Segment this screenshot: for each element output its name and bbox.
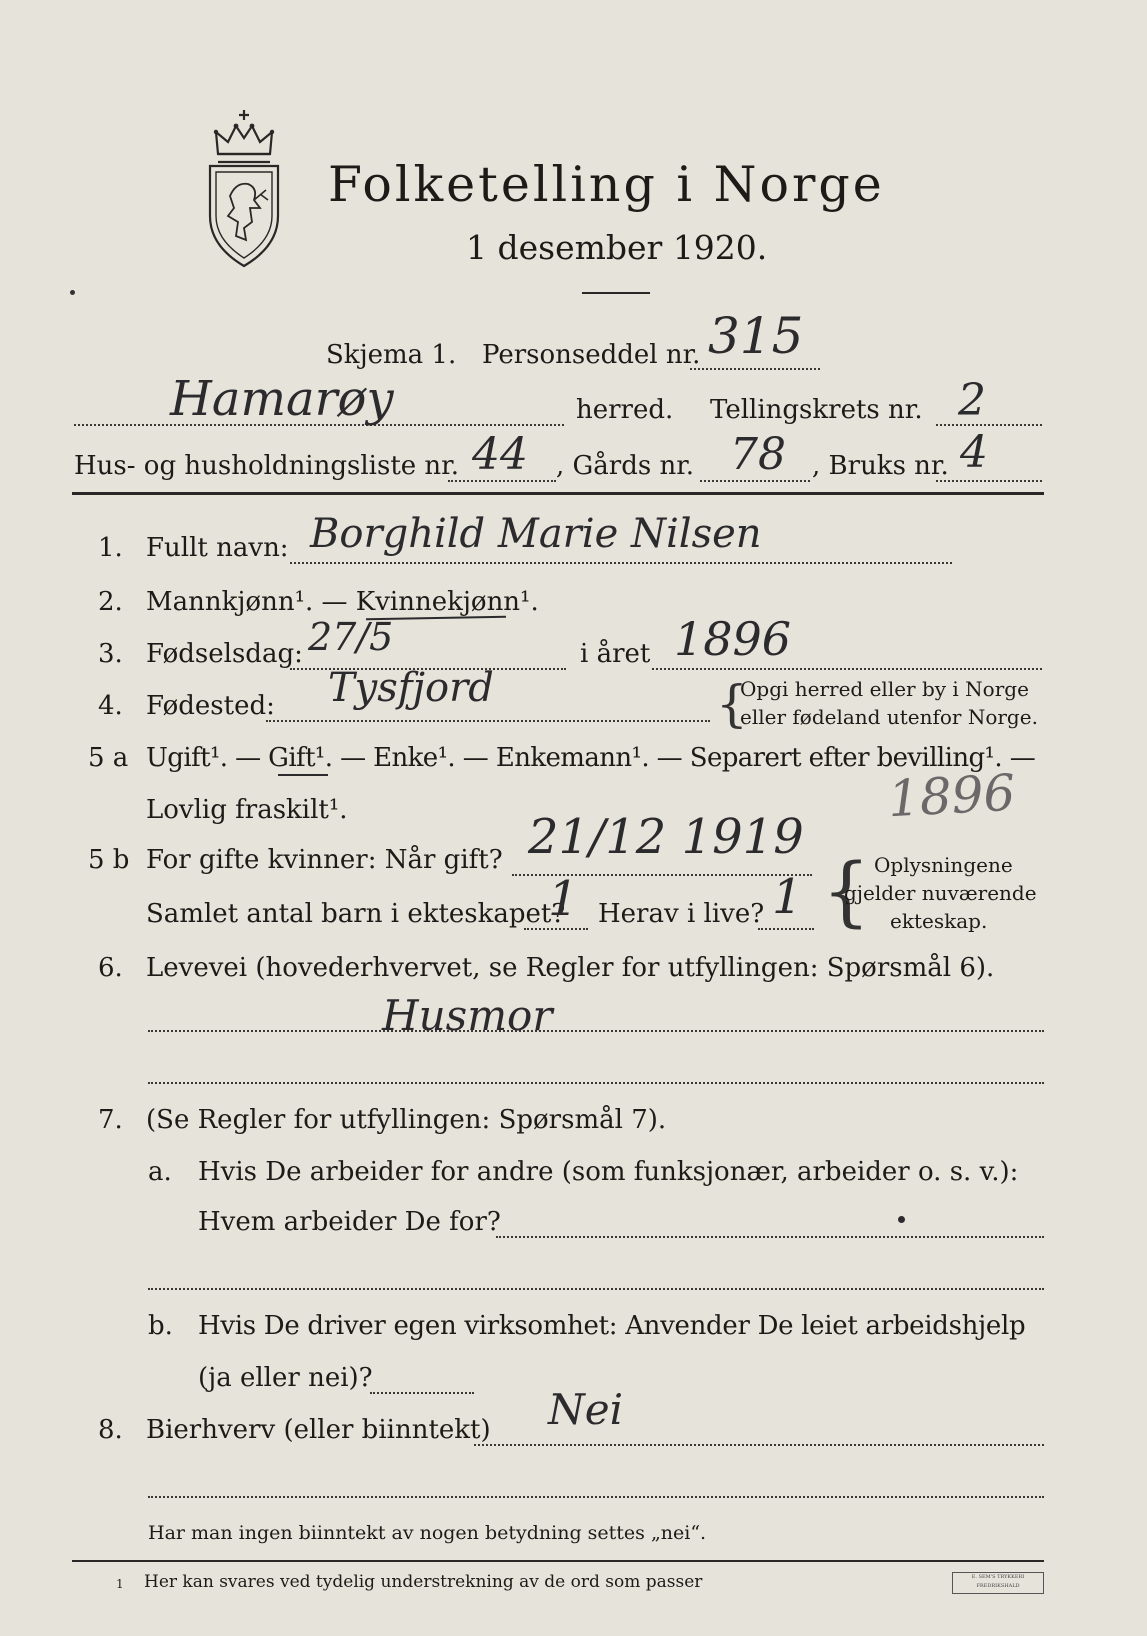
q5a-gift-underline [278,774,328,776]
schema-label: Skjema 1. [326,340,457,370]
q3-year-value[interactable]: 1896 [674,612,792,666]
census-date: 1 desember 1920. [466,228,768,267]
q1-line [290,562,952,564]
q7a-employer-label: Hvem arbeider De for? [198,1207,501,1237]
bruks-value[interactable]: 4 [960,427,988,478]
q4-label: Fødested: [146,691,275,721]
q8-line [474,1444,1044,1446]
q5b-note-brace-left: { [822,846,871,935]
q5b-children-value[interactable]: 1 [548,871,579,927]
q8-label: Bierhverv (eller biinntekt) [146,1415,491,1445]
q5b-alive-label: Herav i live? [598,899,765,929]
q5a-status-options: Ugift¹. — Gift¹. — Enke¹. — Enkemann¹. — Separert efter bevilling¹. — [146,743,1036,773]
q7a-letter: a. [148,1157,172,1187]
q6-line2 [148,1082,1044,1084]
q8-number: 8. [98,1415,123,1445]
header-divider [72,492,1044,495]
q3-number: 3. [98,639,123,669]
q7-label: (Se Regler for utfyllingen: Spørsmål 7). [146,1105,667,1135]
q2-number: 2. [98,587,123,617]
q5b-note-line2: gjelder nuværende [844,881,1037,905]
footnote-text: Her kan svares ved tydelig understrekning av de ord som passer [144,1572,703,1592]
q7a-ink-dot [898,1216,905,1223]
q6-label: Levevei (hovederhvervet, se Regler for utfyllingen: Spørsmål 6). [146,953,995,983]
q5b-note-line1: Oplysningene [874,853,1013,877]
q5b-children-label: Samlet antal barn i ekteskapet? [146,899,566,929]
gards-label: , Gårds nr. [556,451,695,481]
q4-number: 4. [98,691,123,721]
bruks-line [936,480,1042,482]
q3-day-value[interactable]: 27/5 [308,615,394,659]
q4-line [266,720,710,722]
q8-value[interactable]: Nei [548,1385,624,1434]
q5a-number: 5 a [88,743,129,773]
q6-number: 6. [98,953,123,983]
q6-value[interactable]: Husmor [382,991,553,1040]
q7a-employer-line [496,1236,1044,1238]
q5b-note-line3: ekteskap. [890,909,988,933]
q5b-number: 5 b [88,845,130,875]
hus-label: Hus- og husholdningsliste nr. [74,451,460,481]
q1-value[interactable]: Borghild Marie Nilsen [310,511,762,557]
personseddel-value[interactable]: 315 [708,307,804,365]
q5b-alive-line [758,928,814,930]
q8-extra-line [148,1496,1044,1498]
q5a-margin-note: 1896 [886,763,1017,829]
hus-value[interactable]: 44 [472,429,528,480]
gards-value[interactable]: 78 [730,429,786,480]
q5b-married-label: For gifte kvinner: Når gift? [146,845,503,875]
stray-dot [70,290,75,295]
q4-note-line2: eller fødeland utenfor Norge. [740,705,1038,729]
coat-of-arms-icon [196,104,292,272]
q3-year-label: i året [580,639,651,669]
q5b-alive-value[interactable]: 1 [772,869,803,925]
q2-gender: Mannkjønn¹. — Kvinnekjønn¹. [146,587,539,617]
printer-mark: E. SEM'S TRYKKERI FREDRIKSHALD [952,1572,1044,1594]
q7-number: 7. [98,1105,123,1135]
herred-label: herred. [576,395,674,425]
tellingskrets-line [936,424,1042,426]
herred-value[interactable]: Hamarøy [170,371,394,427]
q7b-text: Hvis De driver egen virksomhet: Anvender De leiet arbeidshjelp [198,1311,1026,1341]
personseddel-line [690,368,820,370]
q7b-line [370,1392,474,1394]
q7b-letter: b. [148,1311,173,1341]
q4-value[interactable]: Tysfjord [328,665,494,711]
bruks-label: , Bruks nr. [812,451,949,481]
footnote-divider [72,1560,1044,1562]
tellingskrets-label: Tellingskrets nr. [710,395,923,425]
q5b-children-line [524,928,588,930]
q4-note-brace: { [716,675,748,733]
footnote-number: 1 [116,1577,124,1591]
title-divider [582,292,650,294]
q1-number: 1. [98,533,123,563]
q6-line1 [148,1030,1044,1032]
q5a-status-line2: Lovlig fraskilt¹. [146,795,348,825]
q5b-married-value[interactable]: 21/12 1919 [528,809,804,865]
q7a-extra-line [148,1288,1044,1290]
q7a-text: Hvis De arbeider for andre (som funksjonær, arbeider o. s. v.): [198,1157,1019,1187]
q1-label: Fullt navn: [146,533,289,563]
q7b-label: (ja eller nei)? [198,1363,373,1393]
personseddel-label: Personseddel nr. [482,340,701,370]
tellingskrets-value[interactable]: 2 [958,375,986,426]
biinntekt-note: Har man ingen biinntekt av nogen betydning settes „nei“. [148,1522,707,1544]
q4-note-line1: Opgi herred eller by i Norge [740,677,1029,701]
q3-label: Fødselsdag: [146,639,303,669]
q3-year-line [652,668,1042,670]
form-title: Folketelling i Norge [328,156,885,213]
